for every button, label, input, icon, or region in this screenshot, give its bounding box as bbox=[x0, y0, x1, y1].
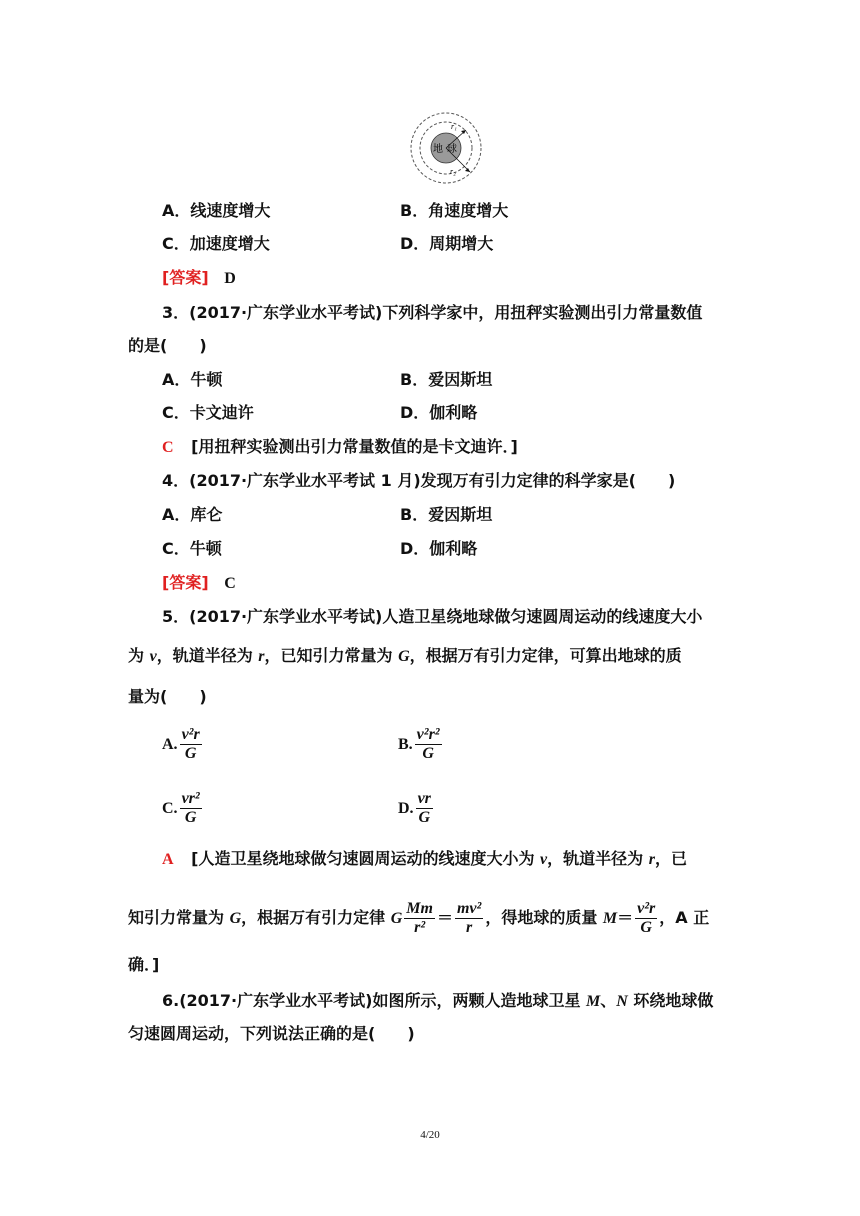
earth-orbit-figure bbox=[404, 112, 488, 184]
q3-stem-line2: 的是( ) bbox=[128, 336, 207, 355]
q6-stem-line1: 6.(2017·广东学业水平考试)如图所示，两颗人造地球卫星 M、N 环绕地球做 bbox=[162, 991, 714, 1010]
answer-tag: [答案] bbox=[162, 268, 209, 287]
q3-stem-line1: 3．(2017·广东学业水平考试)下列科学家中，用扭秤实验测出引力常量数值 bbox=[162, 303, 703, 322]
fraction: $\frac{\text{v²r}}{G}$ bbox=[637, 900, 656, 936]
q4-answer bbox=[162, 572, 236, 595]
q2-answer bbox=[162, 267, 236, 290]
fraction: $\frac{\text{vr²}}{G}$ bbox=[181, 790, 200, 826]
answer-explanation: [用扭秤实验测出引力常量数值的是卡文迪许．] bbox=[191, 437, 518, 456]
q5-option-d: D. $\frac{vr}{G}$ bbox=[398, 790, 431, 826]
q5-stem-line3: 量为( ) bbox=[128, 687, 207, 706]
q4-option-a: A．库仑 bbox=[162, 505, 223, 524]
symbol-r: r bbox=[258, 648, 265, 665]
q3-option-b: B．爱因斯坦 bbox=[400, 370, 493, 389]
fraction: $\frac{vr}{G}$ bbox=[417, 790, 431, 826]
q5-option-b: B. $\frac{\text{v²r²}}{G}$ bbox=[398, 726, 440, 762]
fraction: $\frac{Mm}{\text{r²}}$ bbox=[406, 900, 433, 936]
q2-option-c: C．加速度增大 bbox=[162, 234, 270, 253]
answer-tag: [答案] bbox=[162, 573, 209, 592]
q4-option-d: D．伽利略 bbox=[400, 539, 478, 558]
q3-option-a: A．牛顿 bbox=[162, 370, 223, 389]
q2-option-b: B．角速度增大 bbox=[400, 201, 509, 220]
q3-option-c: C．卡文迪许 bbox=[162, 403, 254, 422]
fraction: $\frac{\text{mv²}}{r}$ bbox=[456, 900, 482, 936]
page-number: 4/20 bbox=[420, 1129, 440, 1141]
q3-answer bbox=[162, 436, 518, 459]
q5-option-a: A. $\frac{\text{v²r}}{G}$ bbox=[162, 726, 200, 762]
q2-option-d: D．周期增大 bbox=[400, 234, 494, 253]
q4-option-b: B．爱因斯坦 bbox=[400, 505, 493, 524]
r2-label: r₂ bbox=[450, 167, 456, 176]
fraction: $\frac{\text{v²r}}{G}$ bbox=[181, 726, 200, 762]
q6-stem-line2: 匀速圆周运动，下列说法正确的是( ) bbox=[128, 1024, 415, 1043]
symbol-v: v bbox=[149, 648, 157, 665]
q5-stem-line1: 5．(2017·广东学业水平考试)人造卫星绕地球做匀速圆周运动的线速度大小 bbox=[162, 607, 703, 626]
q2-option-a: A．线速度增大 bbox=[162, 201, 271, 220]
q5-stem-line2: 为 v，轨道半径为 r，已知引力常量为 G，根据万有引力定律，可算出地球的质 bbox=[128, 646, 682, 665]
q3-option-d: D．伽利略 bbox=[400, 403, 478, 422]
r1-label: r₁ bbox=[451, 122, 457, 131]
answer-value: C bbox=[224, 575, 236, 592]
earth-label-2: 球 bbox=[447, 144, 457, 155]
q5-option-c: C. $\frac{\text{vr²}}{G}$ bbox=[162, 790, 200, 826]
answer-value: D bbox=[224, 270, 236, 287]
earth-label-1: 地 bbox=[433, 144, 443, 155]
answer-value: A bbox=[162, 851, 174, 868]
q5-explanation-line3: 确．] bbox=[128, 955, 160, 974]
q4-stem: 4．(2017·广东学业水平考试 1 月)发现万有引力定律的科学家是( ) bbox=[162, 471, 676, 490]
fraction: $\frac{\text{v²r²}}{G}$ bbox=[416, 726, 440, 762]
q4-option-c: C．牛顿 bbox=[162, 539, 222, 558]
symbol-g: G bbox=[398, 648, 410, 665]
q5-explanation-line2: 知引力常量为 G，根据万有引力定律 G $\frac{Mm}{\text{r²}}$ ＝ $\frac{\text{mv²}}{r}$ ，得地球的质量 M＝ $\frac{\text{v²r}}{G}$ ，A 正 bbox=[128, 900, 710, 936]
q5-explanation-line1: A [人造卫星绕地球做匀速圆周运动的线速度大小为 v，轨道半径为 r，已 bbox=[162, 849, 687, 868]
answer-value: C bbox=[162, 439, 174, 456]
